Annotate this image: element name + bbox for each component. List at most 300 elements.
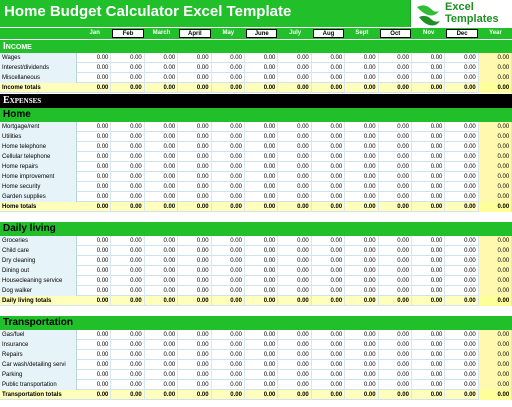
amount-cell-june[interactable]: 0.00 (245, 53, 278, 63)
amount-cell-aug[interactable]: 0.00 (312, 266, 345, 276)
amount-cell-oct[interactable]: 0.00 (379, 340, 412, 350)
amount-cell-july[interactable]: 0.00 (278, 182, 311, 192)
amount-cell-july[interactable]: 0.00 (278, 380, 311, 390)
amount-cell-june[interactable]: 0.00 (245, 73, 278, 83)
amount-cell-feb[interactable]: 0.00 (111, 132, 144, 142)
amount-cell-july[interactable]: 0.00 (278, 246, 311, 256)
amount-cell-july: 0.00 (278, 296, 311, 306)
amount-cell-april[interactable]: 0.00 (178, 246, 211, 256)
amount-cell-nov[interactable]: 0.00 (412, 142, 445, 152)
amount-cell-june[interactable]: 0.00 (245, 276, 278, 286)
amount-cell-jan[interactable]: 0.00 (78, 256, 111, 266)
amount-cell-may[interactable]: 0.00 (212, 152, 245, 162)
amount-cell-oct[interactable]: 0.00 (379, 266, 412, 276)
amount-cell-june[interactable]: 0.00 (245, 122, 278, 132)
amount-cell-may[interactable]: 0.00 (212, 360, 245, 370)
amount-cell-nov[interactable]: 0.00 (412, 370, 445, 380)
amount-cell-aug[interactable]: 0.00 (312, 350, 345, 360)
amount-cell-march[interactable]: 0.00 (145, 360, 178, 370)
amount-cell-aug[interactable]: 0.00 (312, 330, 345, 340)
amount-cell-march: 0.00 (145, 390, 178, 400)
amount-cell-april[interactable]: 0.00 (178, 63, 211, 73)
amount-cell-dec[interactable]: 0.00 (445, 236, 478, 246)
amount-cell-march[interactable]: 0.00 (145, 380, 178, 390)
amount-cell-sept[interactable]: 0.00 (345, 142, 378, 152)
amount-cell-sept[interactable]: 0.00 (345, 266, 378, 276)
amount-cell-dec[interactable]: 0.00 (445, 122, 478, 132)
amount-cell-dec[interactable]: 0.00 (445, 162, 478, 172)
amount-cell-july[interactable]: 0.00 (278, 236, 311, 246)
amount-cell-jan[interactable]: 0.00 (78, 172, 111, 182)
row-label: Income totals (2, 85, 41, 91)
amount-cell-april[interactable]: 0.00 (178, 152, 211, 162)
amount-cell-june[interactable]: 0.00 (245, 172, 278, 182)
row-label: Home totals (2, 204, 37, 210)
amount-cell-june[interactable]: 0.00 (245, 236, 278, 246)
amount-cell-oct[interactable]: 0.00 (379, 360, 412, 370)
amount-cell-may[interactable]: 0.00 (212, 236, 245, 246)
amount-cell-feb[interactable]: 0.00 (111, 286, 144, 296)
amount-cell-oct[interactable]: 0.00 (379, 276, 412, 286)
amount-cell-jan[interactable]: 0.00 (78, 132, 111, 142)
month-header-nov: Nov (423, 30, 435, 36)
amount-cell-feb[interactable]: 0.00 (111, 172, 144, 182)
amount-cell-march[interactable]: 0.00 (145, 142, 178, 152)
amount-cell-june[interactable]: 0.00 (245, 142, 278, 152)
amount-cell-sept[interactable]: 0.00 (345, 192, 378, 202)
amount-cell-sept[interactable]: 0.00 (345, 152, 378, 162)
amount-cell-sept[interactable]: 0.00 (345, 370, 378, 380)
row-label: Utilities (0, 132, 77, 142)
row-label: Groceries (0, 236, 77, 246)
amount-cell-oct[interactable]: 0.00 (379, 192, 412, 202)
amount-cell-may[interactable]: 0.00 (212, 182, 245, 192)
amount-cell-nov[interactable]: 0.00 (412, 182, 445, 192)
amount-cell-dec[interactable]: 0.00 (445, 152, 478, 162)
amount-cell-jan[interactable]: 0.00 (78, 142, 111, 152)
amount-cell-nov[interactable]: 0.00 (412, 192, 445, 202)
amount-cell-feb[interactable]: 0.00 (111, 370, 144, 380)
amount-cell-may[interactable]: 0.00 (212, 73, 245, 83)
amount-cell-april[interactable]: 0.00 (178, 53, 211, 63)
amount-cell-sept[interactable]: 0.00 (345, 276, 378, 286)
amount-cell-dec[interactable]: 0.00 (445, 340, 478, 350)
amount-cell-sept[interactable]: 0.00 (345, 360, 378, 370)
amount-cell-sept[interactable]: 0.00 (345, 330, 378, 340)
amount-cell-nov[interactable]: 0.00 (412, 236, 445, 246)
amount-cell-march[interactable]: 0.00 (145, 276, 178, 286)
amount-cell-june[interactable]: 0.00 (245, 370, 278, 380)
amount-cell-feb[interactable]: 0.00 (111, 63, 144, 73)
amount-cell-nov[interactable]: 0.00 (412, 53, 445, 63)
amount-cell-april[interactable]: 0.00 (178, 122, 211, 132)
amount-cell-april[interactable]: 0.00 (178, 172, 211, 182)
amount-cell-may[interactable]: 0.00 (212, 266, 245, 276)
amount-cell-july[interactable]: 0.00 (278, 73, 311, 83)
amount-cell-feb[interactable]: 0.00 (111, 246, 144, 256)
amount-cell-march[interactable]: 0.00 (145, 370, 178, 380)
amount-cell-oct[interactable]: 0.00 (379, 370, 412, 380)
amount-cell-nov[interactable]: 0.00 (412, 276, 445, 286)
amount-cell-april[interactable]: 0.00 (178, 162, 211, 172)
amount-cell-april[interactable]: 0.00 (178, 330, 211, 340)
amount-cell-jan[interactable]: 0.00 (78, 122, 111, 132)
year-total-cell: 0.00 (479, 53, 512, 63)
amount-cell-oct[interactable]: 0.00 (379, 172, 412, 182)
amount-cell-feb[interactable]: 0.00 (111, 182, 144, 192)
amount-cell-nov[interactable]: 0.00 (412, 73, 445, 83)
amount-cell-dec[interactable]: 0.00 (445, 142, 478, 152)
amount-cell-march[interactable]: 0.00 (145, 192, 178, 202)
amount-cell-june[interactable]: 0.00 (245, 182, 278, 192)
amount-cell-dec[interactable]: 0.00 (445, 266, 478, 276)
amount-cell-feb[interactable]: 0.00 (111, 122, 144, 132)
amount-cell-feb[interactable]: 0.00 (111, 152, 144, 162)
amount-cell-march[interactable]: 0.00 (145, 266, 178, 276)
amount-cell-feb[interactable]: 0.00 (111, 350, 144, 360)
amount-cell-april[interactable]: 0.00 (178, 256, 211, 266)
amount-cell-march[interactable]: 0.00 (145, 256, 178, 266)
amount-cell-feb[interactable]: 0.00 (111, 192, 144, 202)
amount-cell-april[interactable]: 0.00 (178, 350, 211, 360)
amount-cell-march[interactable]: 0.00 (145, 286, 178, 296)
amount-cell-july[interactable]: 0.00 (278, 360, 311, 370)
amount-cell-june[interactable]: 0.00 (245, 162, 278, 172)
amount-cell-oct[interactable]: 0.00 (379, 152, 412, 162)
amount-cell-jan[interactable]: 0.00 (78, 182, 111, 192)
amount-cell-may[interactable]: 0.00 (212, 53, 245, 63)
amount-cell-july[interactable]: 0.00 (278, 266, 311, 276)
expenses-header-label: Expenses (3, 95, 42, 106)
amount-cell-may[interactable]: 0.00 (212, 340, 245, 350)
amount-cell-jan[interactable]: 0.00 (78, 380, 111, 390)
amount-cell-may[interactable]: 0.00 (212, 276, 245, 286)
amount-cell-feb[interactable]: 0.00 (111, 340, 144, 350)
amount-cell-feb[interactable]: 0.00 (111, 236, 144, 246)
amount-cell-dec[interactable]: 0.00 (445, 350, 478, 360)
amount-cell-april: 0.00 (178, 202, 211, 212)
amount-cell-dec[interactable]: 0.00 (445, 53, 478, 63)
amount-cell-oct[interactable]: 0.00 (379, 73, 412, 83)
transport-row (0, 360, 512, 370)
amount-cell-may[interactable]: 0.00 (212, 172, 245, 182)
amount-cell-jan[interactable]: 0.00 (78, 266, 111, 276)
amount-cell-nov[interactable]: 0.00 (412, 122, 445, 132)
amount-cell-dec[interactable]: 0.00 (445, 370, 478, 380)
amount-cell-july: 0.00 (278, 83, 311, 93)
amount-cell-aug[interactable]: 0.00 (312, 246, 345, 256)
amount-cell-may[interactable]: 0.00 (212, 350, 245, 360)
amount-cell-aug[interactable]: 0.00 (312, 276, 345, 286)
amount-cell-may[interactable]: 0.00 (212, 132, 245, 142)
amount-cell-may[interactable]: 0.00 (212, 142, 245, 152)
amount-cell-march[interactable]: 0.00 (145, 236, 178, 246)
amount-cell-sept[interactable]: 0.00 (345, 286, 378, 296)
amount-cell-april[interactable]: 0.00 (178, 73, 211, 83)
amount-cell-aug[interactable]: 0.00 (312, 122, 345, 132)
amount-cell-jan[interactable]: 0.00 (78, 63, 111, 73)
amount-cell-aug[interactable]: 0.00 (312, 370, 345, 380)
amount-cell-july[interactable]: 0.00 (278, 276, 311, 286)
amount-cell-sept[interactable]: 0.00 (345, 350, 378, 360)
row-label: Garden supplies (0, 192, 77, 202)
amount-cell-sept[interactable]: 0.00 (345, 182, 378, 192)
amount-cell-oct[interactable]: 0.00 (379, 122, 412, 132)
amount-cell-sept[interactable]: 0.00 (345, 236, 378, 246)
amount-cell-aug[interactable]: 0.00 (312, 152, 345, 162)
amount-cell-july[interactable]: 0.00 (278, 192, 311, 202)
amount-cell-dec[interactable]: 0.00 (445, 63, 478, 73)
amount-cell-jan[interactable]: 0.00 (78, 152, 111, 162)
amount-cell-aug[interactable]: 0.00 (312, 192, 345, 202)
amount-cell-march[interactable]: 0.00 (145, 73, 178, 83)
amount-cell-july[interactable]: 0.00 (278, 370, 311, 380)
amount-cell-oct[interactable]: 0.00 (379, 53, 412, 63)
amount-cell-dec[interactable]: 0.00 (445, 132, 478, 142)
amount-cell-sept[interactable]: 0.00 (345, 132, 378, 142)
amount-cell-aug[interactable]: 0.00 (312, 172, 345, 182)
amount-cell-june[interactable]: 0.00 (245, 266, 278, 276)
amount-cell-feb[interactable]: 0.00 (111, 73, 144, 83)
amount-cell-march[interactable]: 0.00 (145, 350, 178, 360)
amount-cell-jan[interactable]: 0.00 (78, 360, 111, 370)
amount-cell-sept[interactable]: 0.00 (345, 246, 378, 256)
amount-cell-march[interactable]: 0.00 (145, 53, 178, 63)
amount-cell-april[interactable]: 0.00 (178, 142, 211, 152)
amount-cell-nov[interactable]: 0.00 (412, 380, 445, 390)
amount-cell-june[interactable]: 0.00 (245, 360, 278, 370)
amount-cell-oct[interactable]: 0.00 (379, 286, 412, 296)
amount-cell-nov[interactable]: 0.00 (412, 350, 445, 360)
amount-cell-march[interactable]: 0.00 (145, 172, 178, 182)
amount-cell-dec[interactable]: 0.00 (445, 246, 478, 256)
amount-cell-aug[interactable]: 0.00 (312, 142, 345, 152)
amount-cell-feb[interactable]: 0.00 (111, 380, 144, 390)
amount-cell-april[interactable]: 0.00 (178, 370, 211, 380)
amount-cell-may[interactable]: 0.00 (212, 63, 245, 73)
amount-cell-june[interactable]: 0.00 (245, 63, 278, 73)
amount-cell-july[interactable]: 0.00 (278, 162, 311, 172)
amount-cell-dec[interactable]: 0.00 (445, 256, 478, 266)
amount-cell-june[interactable]: 0.00 (245, 380, 278, 390)
amount-cell-aug[interactable]: 0.00 (312, 380, 345, 390)
amount-cell-aug[interactable]: 0.00 (312, 256, 345, 266)
amount-cell-june[interactable]: 0.00 (245, 350, 278, 360)
month-header-sept: Sept (355, 30, 369, 36)
amount-cell-nov[interactable]: 0.00 (412, 246, 445, 256)
amount-cell-feb[interactable]: 0.00 (111, 53, 144, 63)
amount-cell-oct[interactable]: 0.00 (379, 246, 412, 256)
amount-cell-aug[interactable]: 0.00 (312, 236, 345, 246)
amount-cell-sept[interactable]: 0.00 (345, 256, 378, 266)
amount-cell-may[interactable]: 0.00 (212, 330, 245, 340)
amount-cell-feb[interactable]: 0.00 (111, 142, 144, 152)
amount-cell-jan[interactable]: 0.00 (78, 370, 111, 380)
amount-cell-feb[interactable]: 0.00 (111, 276, 144, 286)
amount-cell-sept[interactable]: 0.00 (345, 380, 378, 390)
year-total-cell: 0.00 (479, 132, 512, 142)
amount-cell-oct: 0.00 (379, 202, 412, 212)
amount-cell-may[interactable]: 0.00 (212, 286, 245, 296)
amount-cell-sept[interactable]: 0.00 (345, 53, 378, 63)
amount-cell-aug[interactable]: 0.00 (312, 340, 345, 350)
amount-cell-oct[interactable]: 0.00 (379, 162, 412, 172)
amount-cell-sept[interactable]: 0.00 (345, 172, 378, 182)
amount-cell-oct[interactable]: 0.00 (379, 256, 412, 266)
amount-cell-april[interactable]: 0.00 (178, 380, 211, 390)
amount-cell-july[interactable]: 0.00 (278, 256, 311, 266)
amount-cell-nov[interactable]: 0.00 (412, 340, 445, 350)
amount-cell-feb[interactable]: 0.00 (111, 256, 144, 266)
row-label: Cellular telephone (0, 152, 77, 162)
amount-cell-july[interactable]: 0.00 (278, 142, 311, 152)
amount-cell-feb[interactable]: 0.00 (111, 266, 144, 276)
amount-cell-nov[interactable]: 0.00 (412, 330, 445, 340)
amount-cell-oct[interactable]: 0.00 (379, 63, 412, 73)
amount-cell-jan[interactable]: 0.00 (78, 350, 111, 360)
amount-cell-sept[interactable]: 0.00 (345, 162, 378, 172)
amount-cell-oct[interactable]: 0.00 (379, 132, 412, 142)
amount-cell-feb: 0.00 (111, 390, 144, 400)
amount-cell-april[interactable]: 0.00 (178, 286, 211, 296)
amount-cell-july[interactable]: 0.00 (278, 63, 311, 73)
amount-cell-oct[interactable]: 0.00 (379, 350, 412, 360)
amount-cell-nov[interactable]: 0.00 (412, 286, 445, 296)
amount-cell-sept[interactable]: 0.00 (345, 122, 378, 132)
amount-cell-april[interactable]: 0.00 (178, 132, 211, 142)
amount-cell-july[interactable]: 0.00 (278, 152, 311, 162)
amount-cell-may[interactable]: 0.00 (212, 256, 245, 266)
amount-cell-jan[interactable]: 0.00 (78, 53, 111, 63)
amount-cell-july[interactable]: 0.00 (278, 172, 311, 182)
amount-cell-dec[interactable]: 0.00 (445, 380, 478, 390)
amount-cell-jan[interactable]: 0.00 (78, 192, 111, 202)
amount-cell-sept[interactable]: 0.00 (345, 63, 378, 73)
amount-cell-jan[interactable]: 0.00 (78, 340, 111, 350)
amount-cell-aug[interactable]: 0.00 (312, 73, 345, 83)
amount-cell-jan[interactable]: 0.00 (78, 276, 111, 286)
amount-cell-june[interactable]: 0.00 (245, 256, 278, 266)
amount-cell-oct[interactable]: 0.00 (379, 330, 412, 340)
amount-cell-march[interactable]: 0.00 (145, 132, 178, 142)
amount-cell-march[interactable]: 0.00 (145, 182, 178, 192)
amount-cell-june[interactable]: 0.00 (245, 246, 278, 256)
amount-cell-dec[interactable]: 0.00 (445, 286, 478, 296)
amount-cell-nov[interactable]: 0.00 (412, 256, 445, 266)
amount-cell-july[interactable]: 0.00 (278, 340, 311, 350)
amount-cell-dec[interactable]: 0.00 (445, 172, 478, 182)
amount-cell-oct[interactable]: 0.00 (379, 236, 412, 246)
amount-cell-oct[interactable]: 0.00 (379, 182, 412, 192)
amount-cell-may[interactable]: 0.00 (212, 122, 245, 132)
amount-cell-june[interactable]: 0.00 (245, 286, 278, 296)
amount-cell-sept[interactable]: 0.00 (345, 340, 378, 350)
amount-cell-march[interactable]: 0.00 (145, 63, 178, 73)
amount-cell-april[interactable]: 0.00 (178, 340, 211, 350)
amount-cell-jan[interactable]: 0.00 (78, 330, 111, 340)
row-label: Repairs (0, 350, 77, 360)
amount-cell-aug[interactable]: 0.00 (312, 132, 345, 142)
amount-cell-june[interactable]: 0.00 (245, 192, 278, 202)
amount-cell-april[interactable]: 0.00 (178, 360, 211, 370)
daily-row (0, 246, 512, 256)
amount-cell-march[interactable]: 0.00 (145, 246, 178, 256)
amount-cell-july: 0.00 (278, 390, 311, 400)
amount-cell-dec[interactable]: 0.00 (445, 182, 478, 192)
amount-cell-july[interactable]: 0.00 (278, 122, 311, 132)
amount-cell-oct[interactable]: 0.00 (379, 380, 412, 390)
amount-cell-nov[interactable]: 0.00 (412, 172, 445, 182)
amount-cell-aug[interactable]: 0.00 (312, 53, 345, 63)
amount-cell-july[interactable]: 0.00 (278, 53, 311, 63)
amount-cell-june[interactable]: 0.00 (245, 330, 278, 340)
amount-cell-nov[interactable]: 0.00 (412, 162, 445, 172)
amount-cell-aug[interactable]: 0.00 (312, 360, 345, 370)
amount-cell-july[interactable]: 0.00 (278, 330, 311, 340)
amount-cell-april[interactable]: 0.00 (178, 236, 211, 246)
amount-cell-april[interactable]: 0.00 (178, 276, 211, 286)
amount-cell-march[interactable]: 0.00 (145, 152, 178, 162)
amount-cell-may[interactable]: 0.00 (212, 380, 245, 390)
amount-cell-may[interactable]: 0.00 (212, 162, 245, 172)
amount-cell-nov[interactable]: 0.00 (412, 360, 445, 370)
amount-cell-feb[interactable]: 0.00 (111, 162, 144, 172)
amount-cell-dec[interactable]: 0.00 (445, 73, 478, 83)
amount-cell-feb[interactable]: 0.00 (111, 360, 144, 370)
amount-cell-jan[interactable]: 0.00 (78, 162, 111, 172)
amount-cell-may[interactable]: 0.00 (212, 192, 245, 202)
amount-cell-aug[interactable]: 0.00 (312, 162, 345, 172)
amount-cell-march[interactable]: 0.00 (145, 162, 178, 172)
amount-cell-dec[interactable]: 0.00 (445, 330, 478, 340)
amount-cell-jan[interactable]: 0.00 (78, 73, 111, 83)
amount-cell-april[interactable]: 0.00 (178, 182, 211, 192)
amount-cell-july[interactable]: 0.00 (278, 132, 311, 142)
amount-cell-aug[interactable]: 0.00 (312, 182, 345, 192)
amount-cell-nov[interactable]: 0.00 (412, 152, 445, 162)
amount-cell-june[interactable]: 0.00 (245, 132, 278, 142)
amount-cell-jan[interactable]: 0.00 (78, 286, 111, 296)
amount-cell-july[interactable]: 0.00 (278, 286, 311, 296)
amount-cell-aug[interactable]: 0.00 (312, 286, 345, 296)
amount-cell-feb[interactable]: 0.00 (111, 330, 144, 340)
amount-cell-june[interactable]: 0.00 (245, 340, 278, 350)
amount-cell-jan[interactable]: 0.00 (78, 246, 111, 256)
amount-cell-july[interactable]: 0.00 (278, 350, 311, 360)
amount-cell-april[interactable]: 0.00 (178, 192, 211, 202)
amount-cell-nov[interactable]: 0.00 (412, 266, 445, 276)
amount-cell-dec[interactable]: 0.00 (445, 192, 478, 202)
amount-cell-march[interactable]: 0.00 (145, 340, 178, 350)
amount-cell-june[interactable]: 0.00 (245, 152, 278, 162)
amount-cell-april[interactable]: 0.00 (178, 266, 211, 276)
amount-cell-sept[interactable]: 0.00 (345, 73, 378, 83)
amount-cell-dec[interactable]: 0.00 (445, 276, 478, 286)
amount-cell-march[interactable]: 0.00 (145, 330, 178, 340)
amount-cell-dec[interactable]: 0.00 (445, 360, 478, 370)
amount-cell-jan[interactable]: 0.00 (78, 236, 111, 246)
month-header-april: April (179, 29, 210, 38)
amount-cell-nov[interactable]: 0.00 (412, 132, 445, 142)
amount-cell-may[interactable]: 0.00 (212, 370, 245, 380)
amount-cell-march[interactable]: 0.00 (145, 122, 178, 132)
amount-cell-aug[interactable]: 0.00 (312, 63, 345, 73)
amount-cell-oct[interactable]: 0.00 (379, 142, 412, 152)
amount-cell-may[interactable]: 0.00 (212, 246, 245, 256)
year-total-cell: 0.00 (479, 256, 512, 266)
amount-cell-nov[interactable]: 0.00 (412, 63, 445, 73)
amount-cell-nov: 0.00 (412, 202, 445, 212)
